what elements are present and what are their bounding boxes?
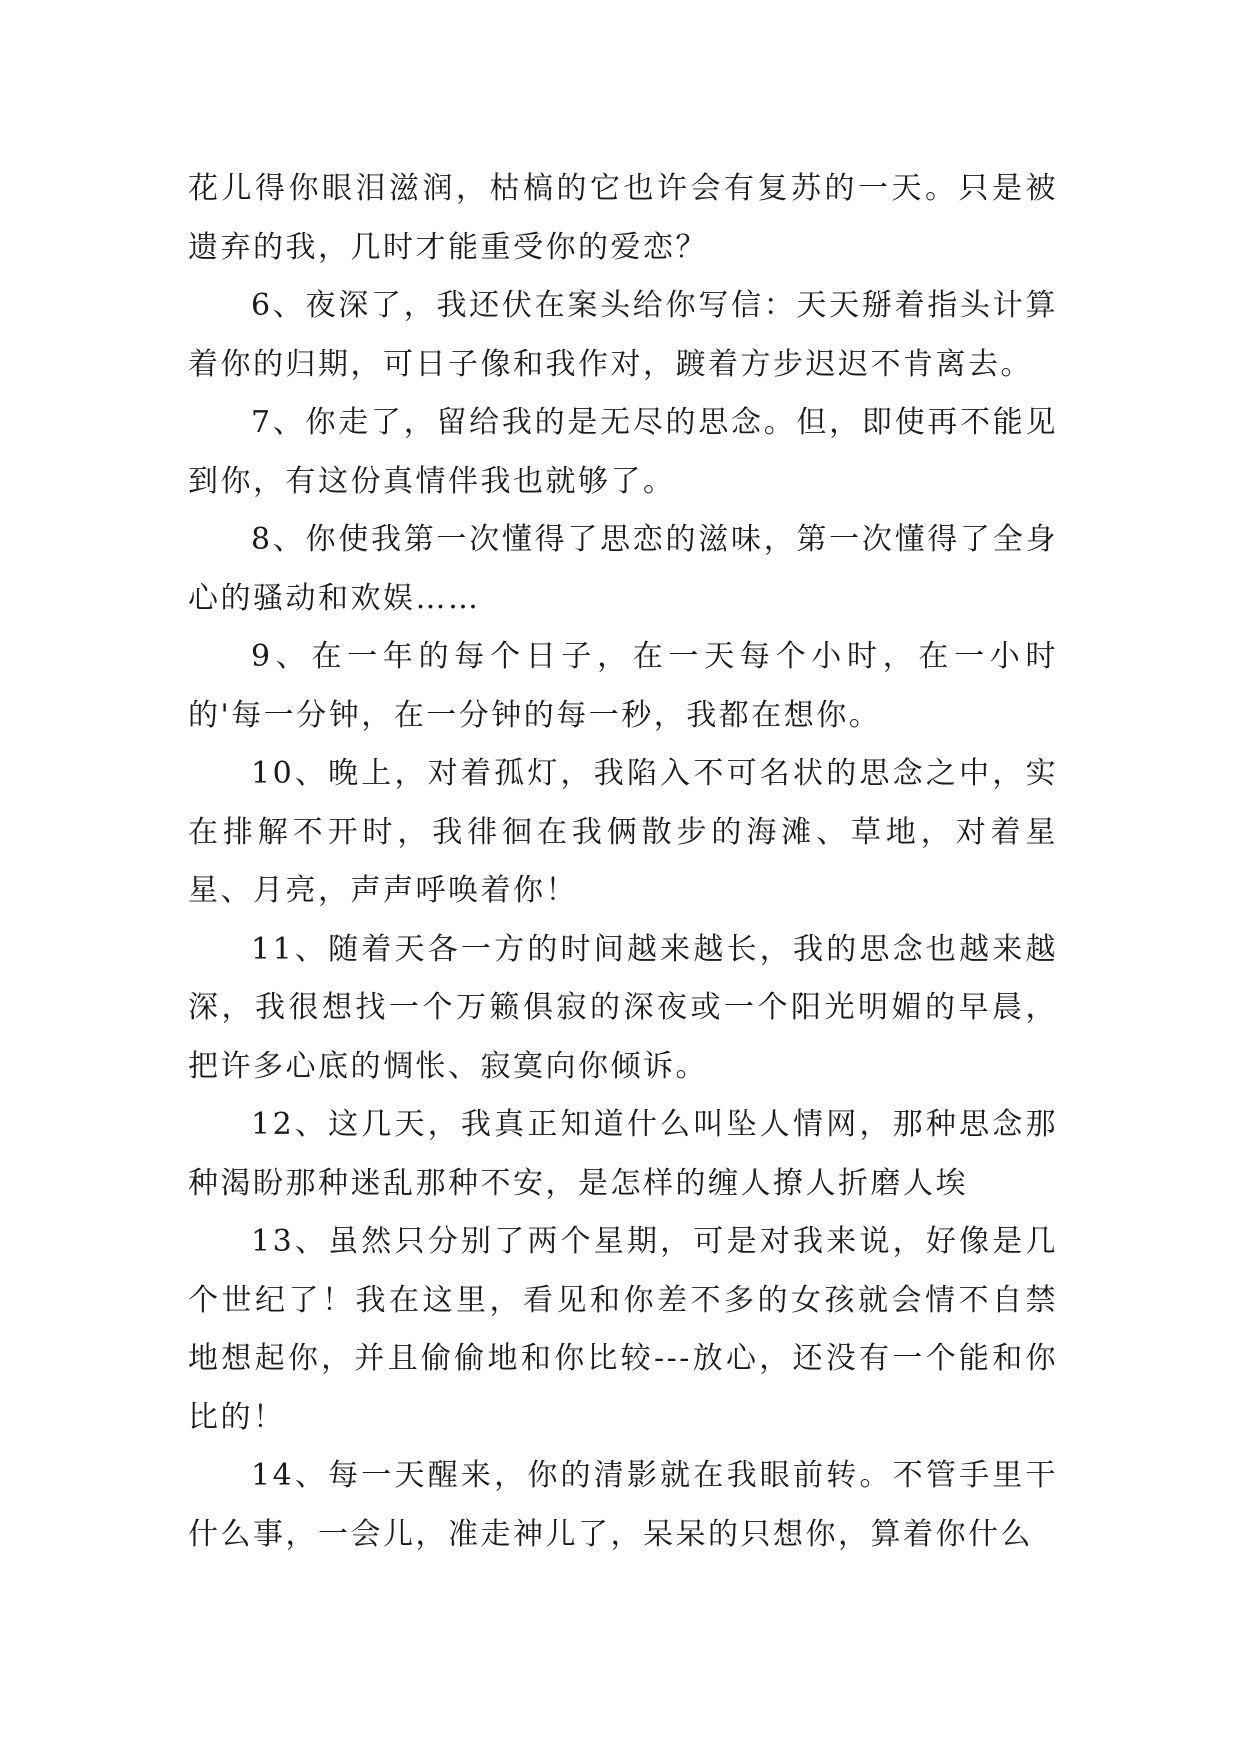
paragraph: 10、晚上，对着孤灯，我陷入不可名状的思念之中，实在排解不开时，我徘徊在我俩散步的海滩、草地，对着星星、月亮，声声呼唤着你！	[188, 756, 1058, 908]
paragraph: 9、在一年的每个日子，在一天每个小时，在一小时的'每一分钟，在一分钟的每一秒，我都在想你。	[188, 639, 1058, 733]
paragraph: 11、随着天各一方的时间越来越长，我的思念也越来越深，我很想找一个万籁俱寂的深夜或一个阳光明媚的早晨，把许多心底的惆怅、寂寞向你倾诉。	[188, 931, 1058, 1084]
paragraph: 13、虽然只分别了两个星期，可是对我来说，好像是几个世纪了！我在这里，看见和你差不多的女孩就会情不自禁地想起你，并且偷偷地和你比较---放心，还没有一个能和你比的！	[188, 1224, 1058, 1435]
paragraph: 12、这几天，我真正知道什么叫坠人情网，那种思念那种渴盼那种迷乱那种不安，是怎样的缠人撩人折磨人埃	[188, 1107, 1058, 1201]
paragraph: 14、每一天醒来，你的清影就在我眼前转。不管手里干什么事，一会儿，准走神儿了，呆呆的只想你，算着你什么	[188, 1458, 1058, 1552]
paragraph: 7、你走了，留给我的是无尽的思念。但，即使再不能见到你，有这份真情伴我也就够了。	[188, 405, 1058, 499]
paragraph: 花儿得你眼泪滋润，枯槁的它也许会有复苏的一天。只是被遗弃的我，几时才能重受你的爱恋？	[188, 171, 1058, 265]
document-body	[188, 160, 1058, 1564]
paragraph: 6、夜深了，我还伏在案头给你写信：天天掰着指头计算着你的归期，可日子像和我作对，踱着方步迟迟不肯离去。	[188, 288, 1058, 382]
paragraph: 8、你使我第一次懂得了思恋的滋味，第一次懂得了全身心的骚动和欢娱……	[188, 522, 1058, 616]
